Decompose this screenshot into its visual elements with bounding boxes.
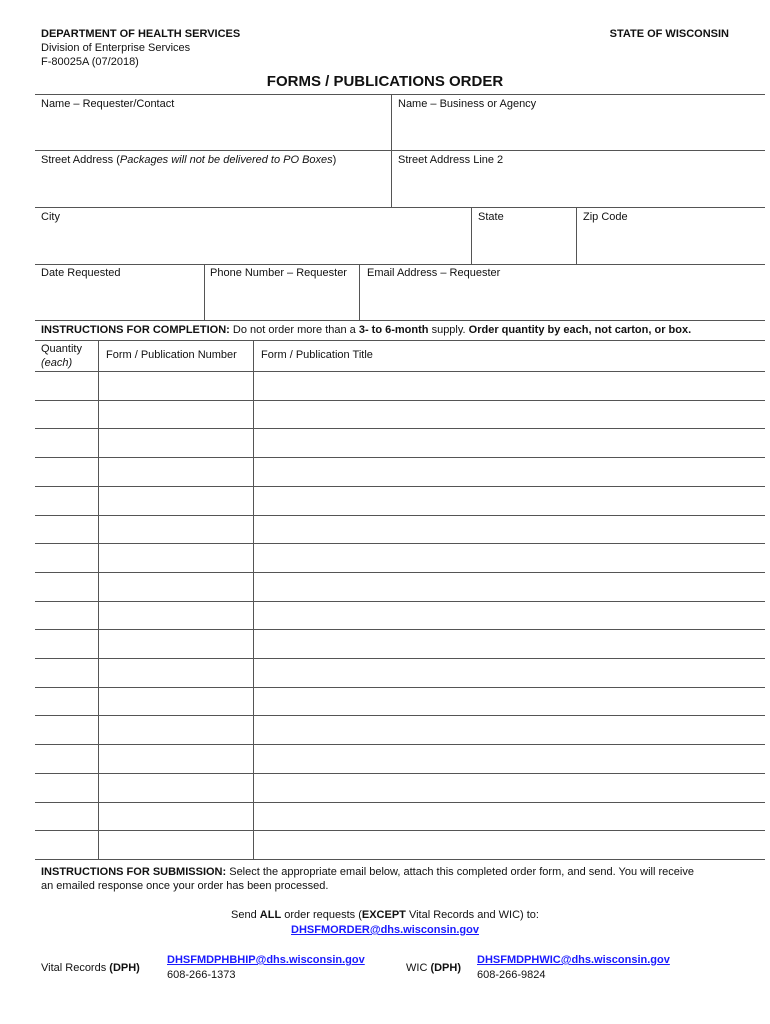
quantity-input[interactable]: [37, 573, 97, 600]
form-number-input[interactable]: [100, 745, 252, 772]
quantity-input[interactable]: [37, 458, 97, 485]
divider: [576, 207, 577, 264]
street-address-label: Street Address (Packages will not be delivered to PO Boxes): [41, 154, 337, 166]
quantity-input[interactable]: [37, 659, 97, 686]
form-title-input[interactable]: [255, 487, 764, 514]
divider: [35, 264, 765, 265]
form-number-input[interactable]: [100, 688, 252, 715]
email-label: Email Address – Requester: [367, 267, 501, 279]
street-address-2-input[interactable]: [393, 170, 763, 205]
form-number-input[interactable]: [100, 602, 252, 629]
form-number-input[interactable]: [100, 774, 252, 801]
form-title-input[interactable]: [255, 745, 764, 772]
form-number-input[interactable]: [100, 487, 252, 514]
form-number-input[interactable]: [100, 401, 252, 428]
vital-records-phone: 608-266-1373: [167, 969, 236, 981]
form-number-input[interactable]: [100, 659, 252, 686]
form-id: F-80025A (07/2018): [41, 56, 139, 68]
divider: [391, 94, 392, 150]
instructions-completion: INSTRUCTIONS FOR COMPLETION: Do not order more than a 3- to 6-month supply. Order quantity by each, not carton, or box.: [41, 324, 692, 336]
city-label: City: [41, 211, 60, 223]
divider: [35, 94, 765, 95]
zip-label: Zip Code: [583, 211, 628, 223]
email-input[interactable]: [361, 283, 763, 318]
form-number-input[interactable]: [100, 544, 252, 571]
form-title-input[interactable]: [255, 372, 764, 399]
form-title-input[interactable]: [255, 401, 764, 428]
form-title-input[interactable]: [255, 803, 764, 830]
quantity-input[interactable]: [37, 745, 97, 772]
send-instructions: Send ALL order requests (EXCEPT Vital Records and WIC) to:: [231, 909, 539, 921]
quantity-input[interactable]: [37, 602, 97, 629]
form-title-input[interactable]: [255, 831, 764, 858]
general-email-container: [0, 924, 770, 936]
name-requester-label: Name – Requester/Contact: [41, 98, 175, 110]
form-title-input[interactable]: [255, 516, 764, 543]
quantity-input[interactable]: [37, 688, 97, 715]
form-title-input[interactable]: [255, 630, 764, 657]
phone-input[interactable]: [206, 283, 358, 318]
division-name: Division of Enterprise Services: [41, 42, 191, 54]
name-requester-input[interactable]: [36, 114, 390, 148]
divider: [35, 207, 765, 208]
form-number-input[interactable]: [100, 516, 252, 543]
divider: [359, 264, 360, 320]
state-name: STATE OF WISCONSIN: [609, 28, 729, 40]
wic-phone: 608-266-9824: [477, 969, 546, 981]
quantity-input[interactable]: [37, 803, 97, 830]
form-title-input[interactable]: [255, 429, 764, 456]
divider: [204, 264, 205, 320]
form-title-input[interactable]: [255, 688, 764, 715]
quantity-input[interactable]: [37, 630, 97, 657]
name-business-label: Name – Business or Agency: [398, 98, 537, 110]
quantity-input[interactable]: [37, 516, 97, 543]
general-order-email-link[interactable]: DHSFMORDER@dhs.wisconsin.gov: [291, 924, 479, 936]
instructions-submission: INSTRUCTIONS FOR SUBMISSION: Select the appropriate email below, attach this completed order form, and send. You will receive: [41, 866, 694, 878]
form-title-input[interactable]: [255, 659, 764, 686]
street-address-2-label: Street Address Line 2: [398, 154, 504, 166]
table-rule: [35, 859, 765, 860]
page-title: FORMS / PUBLICATIONS ORDER: [266, 73, 504, 90]
quantity-input[interactable]: [37, 831, 97, 858]
vital-records-email-link[interactable]: DHSFMDPHBHIP@dhs.wisconsin.gov: [167, 954, 365, 966]
form-title-input[interactable]: [255, 544, 764, 571]
col-quantity-header: Quantity: [41, 343, 82, 355]
col-title-header: Form / Publication Title: [261, 349, 373, 361]
wic-email-container: [477, 954, 670, 966]
city-input[interactable]: [36, 227, 470, 262]
col-quantity-sub: (each): [41, 357, 73, 369]
form-number-input[interactable]: [100, 372, 252, 399]
state-label: State: [478, 211, 504, 223]
form-title-input[interactable]: [255, 573, 764, 600]
form-number-input[interactable]: [100, 803, 252, 830]
quantity-input[interactable]: [37, 429, 97, 456]
form-number-input[interactable]: [100, 630, 252, 657]
quantity-input[interactable]: [37, 716, 97, 743]
name-business-input[interactable]: [393, 114, 763, 148]
quantity-input[interactable]: [37, 487, 97, 514]
form-number-input[interactable]: [100, 458, 252, 485]
quantity-input[interactable]: [37, 774, 97, 801]
col-number-header: Form / Publication Number: [106, 349, 237, 361]
department-name: DEPARTMENT OF HEALTH SERVICES: [41, 28, 241, 40]
quantity-input[interactable]: [37, 401, 97, 428]
vital-email-container: [167, 954, 365, 966]
form-title-input[interactable]: [255, 716, 764, 743]
street-address-input[interactable]: [36, 170, 390, 205]
form-title-input[interactable]: [255, 774, 764, 801]
divider: [471, 207, 472, 264]
form-number-input[interactable]: [100, 573, 252, 600]
form-title-input[interactable]: [255, 602, 764, 629]
state-input[interactable]: [473, 227, 575, 262]
date-requested-input[interactable]: [36, 283, 203, 318]
form-number-input[interactable]: [100, 831, 252, 858]
divider: [35, 340, 765, 341]
table-rule: [98, 340, 99, 859]
wic-email-link[interactable]: DHSFMDPHWIC@dhs.wisconsin.gov: [477, 954, 670, 966]
form-number-input[interactable]: [100, 429, 252, 456]
date-requested-label: Date Requested: [41, 267, 121, 279]
divider: [35, 320, 765, 321]
divider: [35, 150, 765, 151]
zip-input[interactable]: [578, 227, 763, 262]
table-rule: [253, 340, 254, 859]
divider: [391, 150, 392, 207]
phone-label: Phone Number – Requester: [210, 267, 347, 279]
form-title-input[interactable]: [255, 458, 764, 485]
quantity-input[interactable]: [37, 372, 97, 399]
vital-records-label: Vital Records (DPH): [41, 962, 140, 974]
instructions-submission-line2: an emailed response once your order has been processed.: [41, 880, 329, 892]
wic-label: WIC (DPH): [406, 962, 462, 974]
form-number-input[interactable]: [100, 716, 252, 743]
quantity-input[interactable]: [37, 544, 97, 571]
